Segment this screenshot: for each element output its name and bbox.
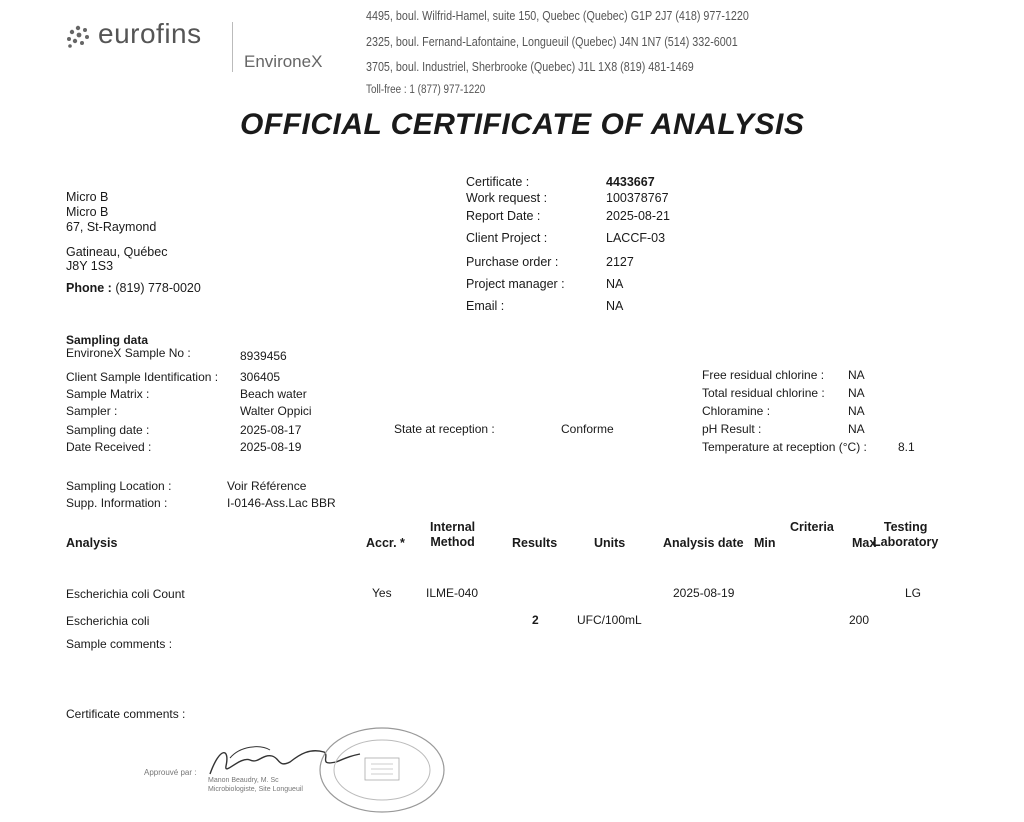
certificate-value: LACCF-03 xyxy=(606,231,666,245)
official-seal-stamp xyxy=(315,724,449,816)
cell-accr: Yes xyxy=(372,586,392,600)
phone-label: Phone : xyxy=(66,281,112,295)
sampling-value: 8939456 xyxy=(240,349,287,363)
certificate-label: Work request : xyxy=(466,191,548,205)
sample-comments-label: Sample comments : xyxy=(66,637,173,651)
header-method-line2: Method xyxy=(430,535,475,549)
chem-label: Chloramine : xyxy=(702,404,771,418)
certificate-value: 2127 xyxy=(606,255,634,269)
location-label: Sampling Location : xyxy=(66,479,172,493)
certificate-label: Purchase order : xyxy=(466,255,559,269)
sampling-label: Date Received : xyxy=(66,440,152,454)
certificate-value: NA xyxy=(606,299,624,313)
cell-lab: LG xyxy=(905,586,922,600)
sampling-label: Sampler : xyxy=(66,404,118,418)
address-line: 4495, boul. Wilfrid-Hamel, suite 150, Quebec (Quebec) G1P 2J7 (418) 977-1220 xyxy=(366,9,749,23)
state-value: Conforme xyxy=(561,422,614,436)
chem-value: NA xyxy=(848,368,865,382)
header-units: Units xyxy=(594,536,626,550)
header-analysis-date: Analysis date xyxy=(663,536,744,550)
sampling-label: Sample Matrix : xyxy=(66,387,150,401)
client-line: Micro B xyxy=(66,190,109,204)
sampling-value: Beach water xyxy=(240,387,307,401)
chem-value: 8.1 xyxy=(898,440,915,454)
header-method xyxy=(430,520,475,550)
cell-max: 200 xyxy=(849,613,870,627)
sampling-heading: Sampling data xyxy=(66,333,149,347)
sampling-label: Client Sample Identification : xyxy=(66,370,219,384)
brand-name: eurofins xyxy=(98,18,202,49)
header-method-line1: Internal xyxy=(430,520,476,534)
client-phone xyxy=(66,281,201,295)
supp-label: Supp. Information : xyxy=(66,496,168,510)
chem-value: NA xyxy=(848,404,865,418)
client-line: 67, St-Raymond xyxy=(66,220,157,234)
header-lab-line1: Testing xyxy=(883,520,928,534)
certificate-label: Client Project : xyxy=(466,231,548,245)
header-min: Min xyxy=(754,536,776,550)
sampling-value: 2025-08-17 xyxy=(240,423,302,437)
address-line: 3705, boul. Industriel, Sherbrooke (Quebec) J1L 1X8 (819) 481-1469 xyxy=(366,60,694,74)
header-divider xyxy=(232,22,233,72)
certificate-value: 100378767 xyxy=(606,191,669,205)
header-accr: Accr. * xyxy=(366,536,405,550)
certificate-comments-label: Certificate comments : xyxy=(66,707,186,721)
cell-analysis: Escherichia coli xyxy=(66,614,150,628)
address-line: 2325, boul. Fernand-Lafontaine, Longueuil (Quebec) J4N 1N7 (514) 332-6001 xyxy=(366,35,738,49)
certificate-value: 4433667 xyxy=(606,175,655,189)
signature-role: Microbiologiste, Site Longueuil xyxy=(208,786,303,793)
cell-analysis-date: 2025-08-19 xyxy=(673,586,735,600)
chem-label: Free residual chlorine : xyxy=(702,368,825,382)
state-label: State at reception : xyxy=(394,422,495,436)
eurofins-dots-icon xyxy=(64,24,94,50)
header-criteria: Criteria xyxy=(790,520,834,534)
signature-name: Manon Beaudry, M. Sc xyxy=(208,777,279,784)
sampling-label: Sampling date : xyxy=(66,423,150,437)
chem-value: NA xyxy=(848,422,865,436)
cell-analysis: Escherichia coli Count xyxy=(66,587,185,601)
supp-value: I-0146-Ass.Lac BBR xyxy=(227,496,336,510)
header-analysis: Analysis xyxy=(66,536,118,550)
cell-results: 2 xyxy=(532,613,539,627)
header-results: Results xyxy=(512,536,558,550)
certificate-label: Project manager : xyxy=(466,277,565,291)
chem-label: Total residual chlorine : xyxy=(702,386,825,400)
sampling-value: 2025-08-19 xyxy=(240,440,302,454)
phone-value: (819) 778-0020 xyxy=(115,281,201,295)
certificate-value: 2025-08-21 xyxy=(606,209,670,223)
chem-label: Temperature at reception (°C) : xyxy=(702,440,867,454)
header-lab-line2: Laboratory xyxy=(873,535,939,549)
header-lab xyxy=(873,520,938,550)
division-name: EnvironeX xyxy=(244,52,323,71)
cell-units: UFC/100mL xyxy=(577,613,642,627)
client-line: J8Y 1S3 xyxy=(66,259,114,273)
client-line: Micro B xyxy=(66,205,109,219)
header-max: Max xyxy=(852,536,877,550)
certificate-label: Report Date : xyxy=(466,209,541,223)
chem-label: pH Result : xyxy=(702,422,762,436)
sampling-value: 306405 xyxy=(240,370,281,384)
toll-free-line: Toll-free : 1 (877) 977-1220 xyxy=(366,84,486,96)
certificate-value: NA xyxy=(606,277,624,291)
page-title: OFFICIAL CERTIFICATE OF ANALYSIS xyxy=(240,108,805,141)
approved-label: Approuvé par : xyxy=(144,768,197,777)
sampling-label: EnvironeX Sample No : xyxy=(66,346,191,360)
cell-method: ILME-040 xyxy=(426,586,479,600)
certificate-label: Certificate : xyxy=(466,175,530,189)
chem-value: NA xyxy=(848,386,865,400)
location-value: Voir Référence xyxy=(227,479,307,493)
certificate-label: Email : xyxy=(466,299,505,313)
sampling-value: Walter Oppici xyxy=(240,404,312,418)
client-line: Gatineau, Québec xyxy=(66,245,168,259)
